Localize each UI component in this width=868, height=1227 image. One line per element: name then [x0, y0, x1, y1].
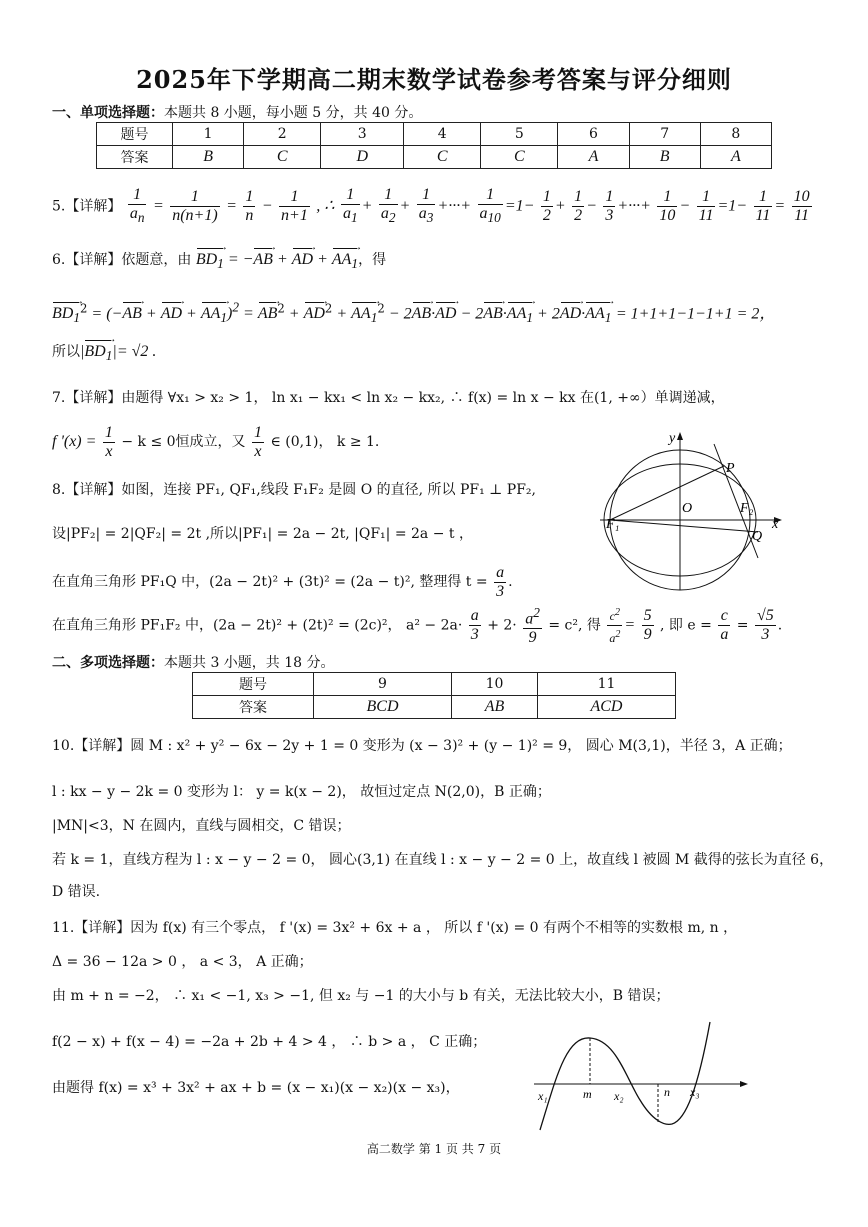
- table-cell: 5: [481, 123, 558, 146]
- table-cell: 4: [404, 123, 481, 146]
- q6-line-2: $BD_1 \to^2 = (-AB$ → + AD → + $AA_1 \to)^2$ = AB →$^2$ + AD $\to^2 + AA_1 \to^2 - 2AB \to\cdot AD$ → − $2AB \to\cdot AA_1$ → + $2AD \to\cdot AA_1$ → = 1+1+1−1−1+1 = 2，: [52, 298, 775, 329]
- fig-label-x2: x₂: [614, 1089, 624, 1103]
- q8-line-4: 在直角三角形 PF₁F₂ 中，(2a − 2t)² + (2t)² = (2c)²， a² − 2a· $\frac{a}{3}$ + 2· $\frac{a^2}{9}$ = c², 得 $\frac{c^2}{a^2}$ = $\frac{5}{9}$ , 即 e = $\frac{c}{a}$ = $\frac{√5}{3}$ .: [52, 605, 783, 647]
- section-2-heading: [52, 652, 335, 672]
- q10-line-1: 10.【详解】圆 M : x² + y² − 6x − 2y + 1 = 0 变形为 (x − 3)² + (y − 1)² = 9， 圆心 M(3,1)，半径 3，A 正确；: [52, 738, 792, 754]
- q5-solution: 5.【详解】 $\frac{1}{a_n}$ = $\frac{1}{n(n+1)}$ = $\frac{1}{n}$ − $\frac{1}{n+1}$ , ∴ $\frac{1}{a_1}$ + $\frac{1}{a_2}$ + $\frac{1}{a_3}$ +···+ $\frac{1}{a_{10}}$ =1− $\frac{1}{2}$ + $\frac{1}{2}$ − $\frac{1}{3}$ +···+ $\frac{1}{10}$ − $\frac{1}{11}$ =1− $\frac{1}{11}$ = $\frac{10}{11}$: [52, 186, 810, 226]
- table-cell: C: [244, 146, 321, 169]
- table-row: [193, 673, 676, 696]
- table-cell: AB: [452, 696, 538, 719]
- q11-line-1: 11.【详解】因为 f(x) 有三个零点， f '(x) = 3x² + 6x + a ， 所以 f '(x) = 0 有两个不相等的实数根 m, n ，: [52, 920, 738, 936]
- table-cell: 3: [321, 123, 404, 146]
- q10-line-2: l : kx − y − 2k = 0 变形为 l： y = k(x − 2)， 故恒过定点 N(2,0)，B 正确；: [52, 784, 551, 800]
- table-cell: 2: [244, 123, 321, 146]
- page-title: 2025年下学期高二期末数学试卷参考答案与评分细则: [136, 65, 732, 94]
- section-2-desc: 本题共 3 小题，共 18 分。: [164, 655, 335, 671]
- table-row: [193, 696, 676, 719]
- section-1-title: 一、单项选择题：: [52, 105, 164, 121]
- fig-label-x1: x₁: [538, 1089, 548, 1103]
- q10-line-4: 若 k = 1，直线方程为 l : x − y − 2 = 0， 圆心(3,1) 在直线 l : x − y − 2 = 0 上，故直线 l 被圆 M 截得的弦长为直径 6，: [52, 852, 834, 868]
- q8-ellipse-figure: [596, 428, 792, 594]
- q7-label: 7.【详解】: [52, 390, 122, 406]
- q11-line-5: 由题得 f(x) = x³ + 3x² + ax + b = (x − x₁)(x − x₂)(x − x₃)，: [52, 1080, 460, 1096]
- q10-label: 10.【详解】: [52, 738, 131, 754]
- q6-line-1: 6.【详解】依题意，由 $BD_1$ → = −AB → + AD → + $AA_1$ →，得: [52, 250, 386, 274]
- table-row-label: 题号: [97, 123, 173, 146]
- table-cell: 1: [173, 123, 244, 146]
- fig-label-y: y: [669, 431, 676, 446]
- table-row-label: 题号: [193, 673, 314, 696]
- table-cell: C: [481, 146, 558, 169]
- table-cell: D: [321, 146, 404, 169]
- fig-label-m: m: [583, 1087, 592, 1101]
- answer-table-1: [96, 122, 772, 169]
- fig-label-n: n: [664, 1085, 670, 1099]
- fig-label-x3: x₃: [690, 1085, 700, 1099]
- table-cell: 6: [558, 123, 629, 146]
- q8-label: 8.【详解】: [52, 482, 122, 498]
- q7-line-1: 7.【详解】由题得 ∀x₁ > x₂ > 1， ln x₁ − kx₁ < ln x₂ − kx₂, ∴ f(x) = ln x − kx 在(1, +∞）单调递减，: [52, 390, 725, 406]
- fig-label-F1: F₁: [606, 517, 620, 532]
- table-cell: B: [629, 146, 700, 169]
- table-cell: A: [700, 146, 771, 169]
- q7-line-2: f '(x) = $\frac{1}{x}$ − k ≤ 0恒成立，又 $\frac{1}{x}$ ∈ (0,1)， k ≥ 1.: [52, 423, 380, 460]
- table-cell: 10: [452, 673, 538, 696]
- page-footer: 高二数学 第 1 页 共 7 页: [366, 1142, 502, 1156]
- table-cell: C: [404, 146, 481, 169]
- table-cell: 8: [700, 123, 771, 146]
- table-row-label: 答案: [97, 146, 173, 169]
- q11-label: 11.【详解】: [52, 920, 131, 936]
- table-row-label: 答案: [193, 696, 314, 719]
- table-cell: 7: [629, 123, 700, 146]
- section-2-title: 二、多项选择题：: [52, 655, 164, 671]
- fig-label-x: x: [772, 517, 779, 532]
- fig-label-Q: Q: [752, 529, 763, 544]
- table-cell: 11: [537, 673, 675, 696]
- q5-label: 5.【详解】: [52, 198, 122, 215]
- q10-line-5: D 错误.: [52, 884, 101, 900]
- q6-label: 6.【详解】: [52, 252, 122, 268]
- answer-table-2: [192, 672, 676, 719]
- q8-line-1: 8.【详解】如图，连接 PF₁, QF₁,线段 F₁F₂ 是圆 O 的直径, 所以 PF₁ ⊥ PF₂,: [52, 482, 536, 498]
- fig-label-F2: F₂: [740, 501, 754, 516]
- fig-label-P: P: [726, 461, 735, 476]
- table-row: [97, 146, 772, 169]
- table-cell: BCD: [314, 696, 452, 719]
- fig-label-O: O: [682, 501, 693, 516]
- table-cell: 9: [314, 673, 452, 696]
- q8-line-2: 设|PF₂| = 2|QF₂| = 2t ,所以|PF₁| = 2a − 2t, |QF₁| = 2a − t ，: [52, 526, 473, 542]
- table-cell: A: [558, 146, 629, 169]
- q10-line-3: |MN|<3，N 在圆内，直线与圆相交，C 错误；: [52, 818, 351, 834]
- table-cell: ACD: [537, 696, 675, 719]
- section-1-desc: 本题共 8 小题，每小题 5 分，共 40 分。: [164, 105, 423, 121]
- table-row: [97, 123, 772, 146]
- q11-line-2: Δ = 36 − 12a > 0 ， a < 3， A 正确；: [52, 954, 313, 970]
- section-1-heading: [52, 102, 422, 122]
- q6-conclusion: 所以$|BD_1$ →|= √2 .: [52, 342, 156, 366]
- table-cell: B: [173, 146, 244, 169]
- q11-line-3: 由 m + n = −2， ∴ x₁ < −1, x₃ > −1, 但 x₂ 与 −1 的大小与 b 有关，无法比较大小，B 错误；: [52, 988, 670, 1004]
- q8-line-3: 在直角三角形 PF₁Q 中，(2a − 2t)² + (3t)² = (2a − t)², 整理得 t = $\frac{a}{3}$ .: [52, 563, 513, 600]
- q11-line-4: f(2 − x) + f(x − 4) = −2a + 2b + 4 > 4 ， ∴ b > a ， C 正确；: [52, 1034, 487, 1050]
- q11-cubic-figure: [530, 1018, 754, 1136]
